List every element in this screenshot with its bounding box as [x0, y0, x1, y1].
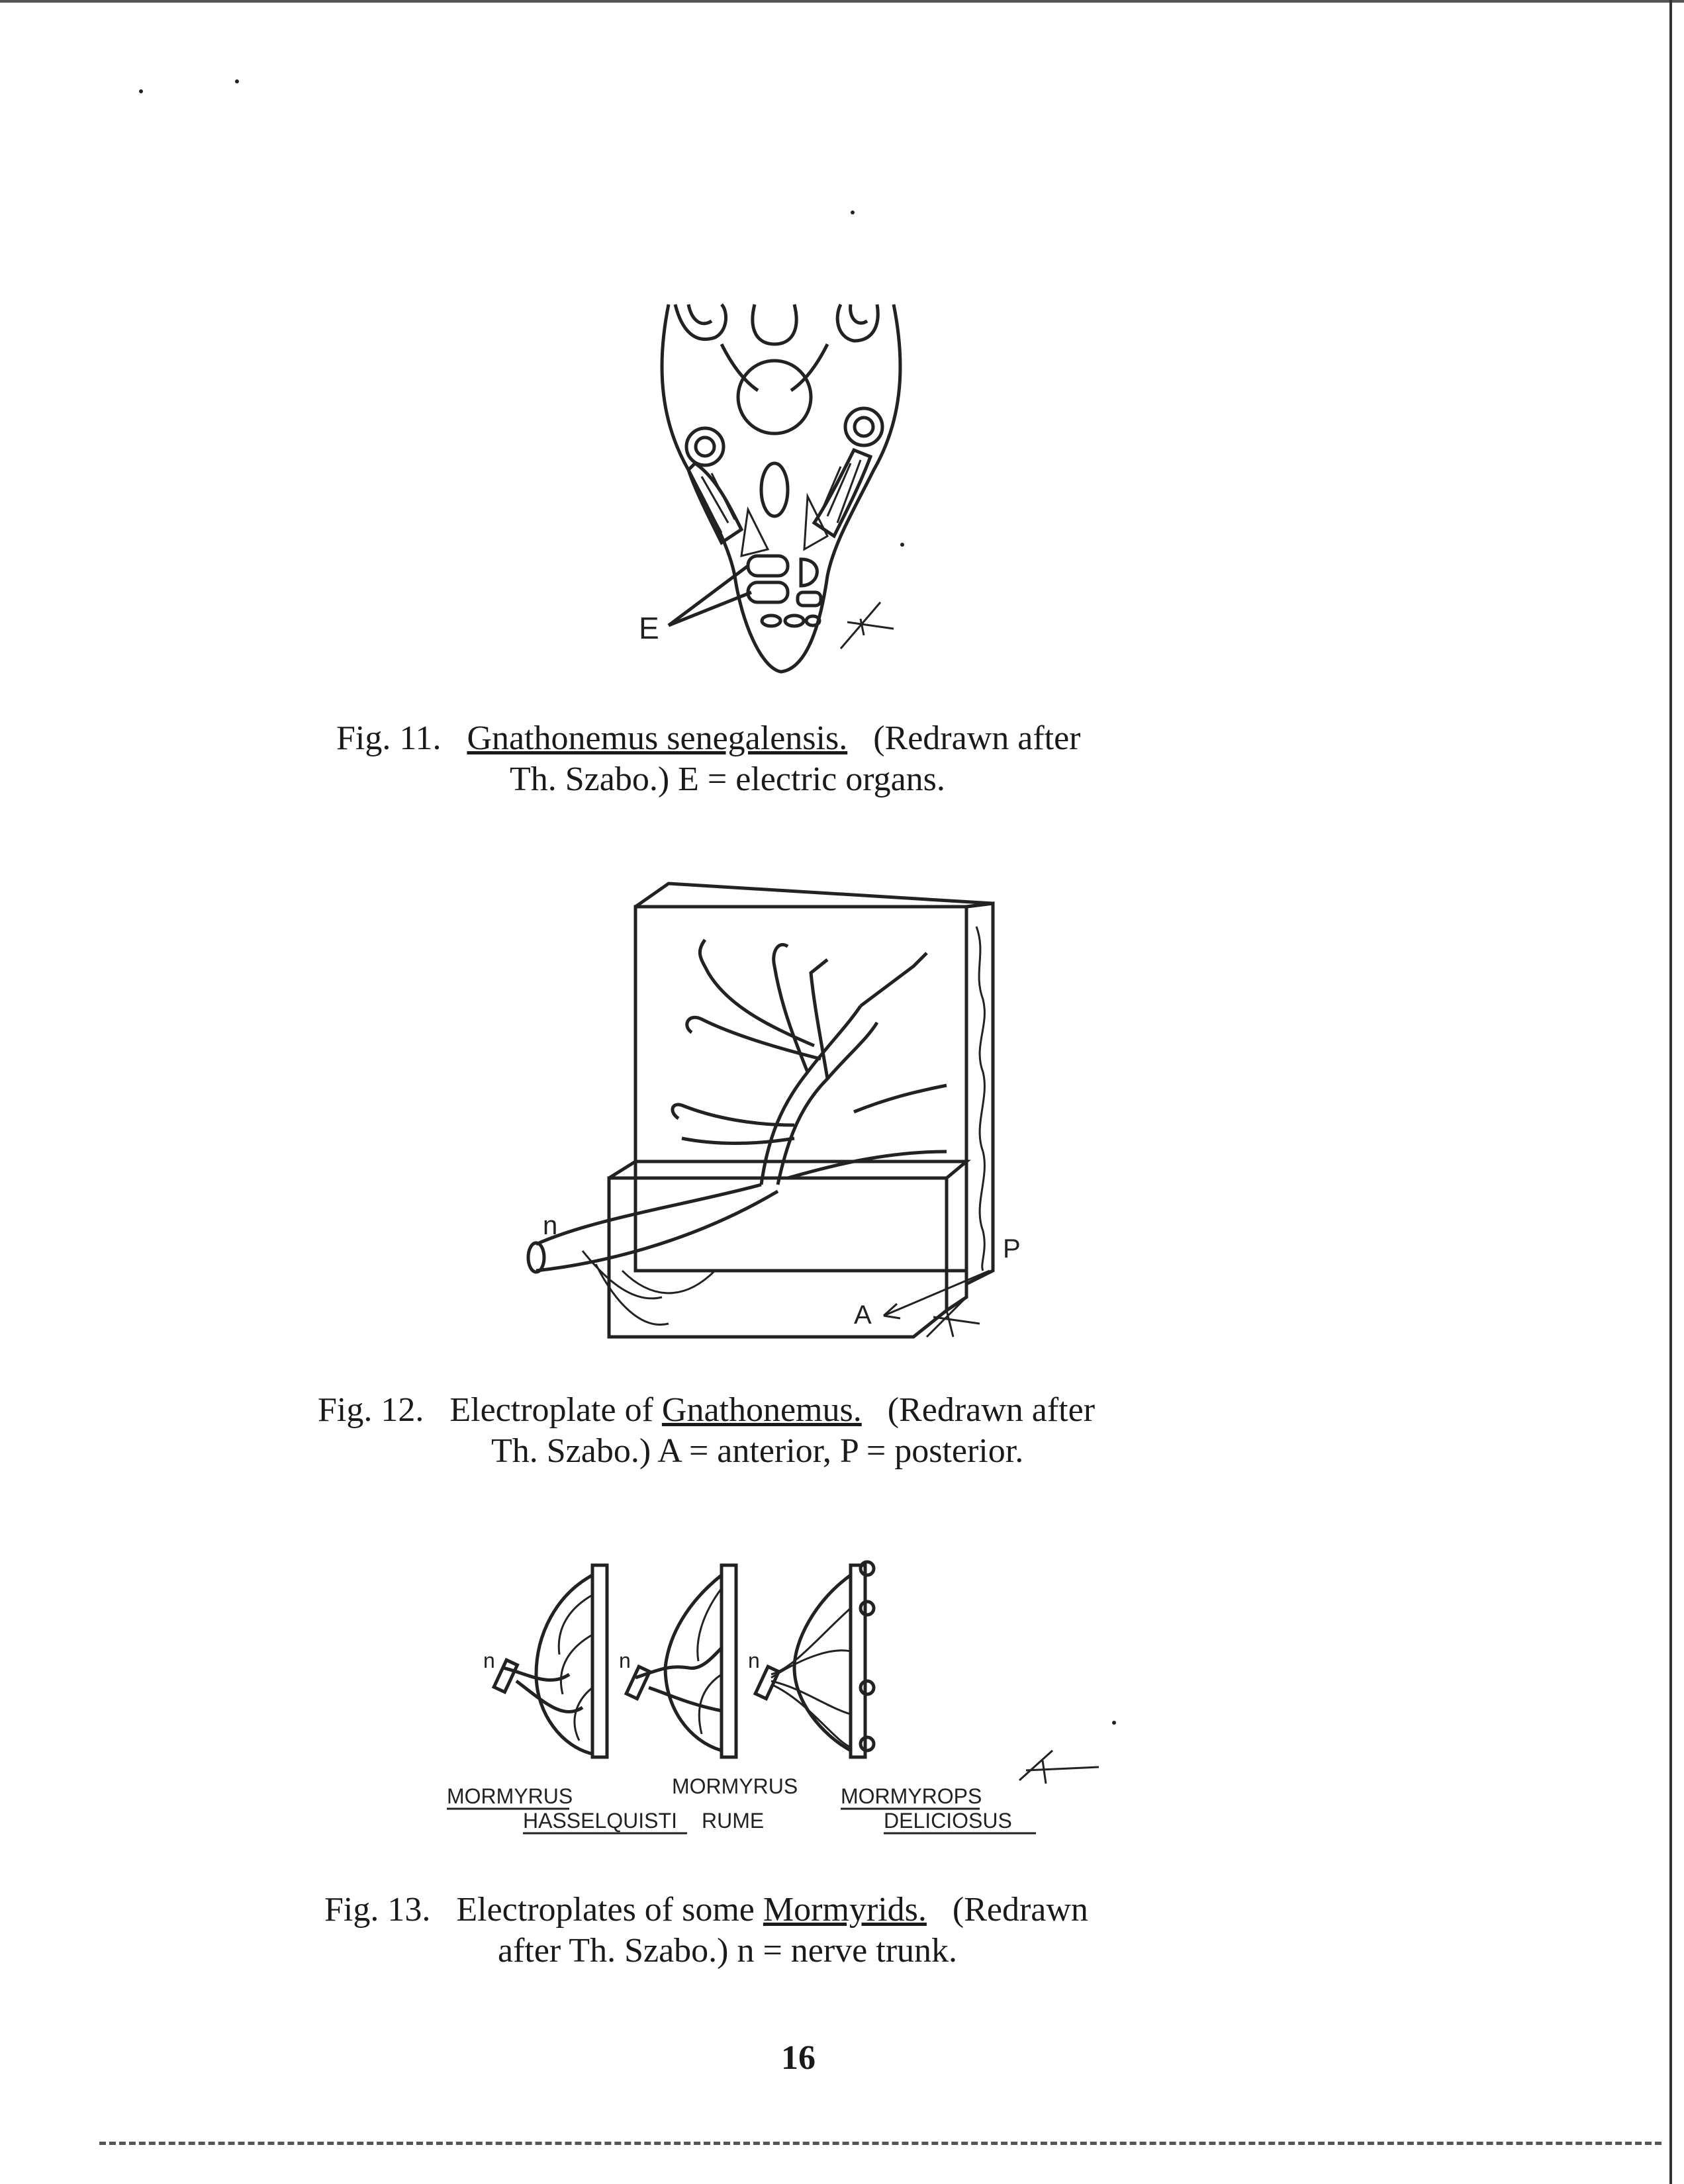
label-a: A	[854, 1300, 872, 1330]
species-label-deliciosus: DELICIOSUS	[884, 1809, 1012, 1833]
species-label-rume: RUME	[702, 1809, 765, 1833]
right-border-line	[1669, 0, 1672, 2184]
figure-13-label: Fig. 13.	[324, 1891, 431, 1929]
figure-11-caption	[336, 718, 1081, 800]
figure-13-text-start: Electroplates of some	[456, 1891, 755, 1929]
page-number: 16	[781, 2039, 816, 2077]
scan-speck	[851, 210, 855, 214]
species-label-mormyrus-2: MORMYRUS	[672, 1774, 798, 1798]
figure-13-caption-line2: after Th. Szabo.) n = nerve trunk.	[498, 1932, 958, 1970]
figure-12-caption-line2: Th. Szabo.) A = anterior, P = posterior.	[491, 1432, 1024, 1470]
top-border-line	[0, 0, 1684, 3]
label-n: n	[543, 1211, 558, 1240]
figure-13-caption	[324, 1889, 1088, 1972]
bottom-border-line	[99, 2142, 1661, 2145]
scan-speck	[900, 543, 904, 547]
species-label-mormyrops: MORMYROPS	[841, 1784, 982, 1808]
figure-11-caption-line2: Th. Szabo.) E = electric organs.	[510, 760, 945, 798]
scan-speck	[1112, 1721, 1116, 1725]
label-n-3: n	[748, 1649, 760, 1672]
species-label-hasselquisti: HASSELQUISTI	[523, 1809, 677, 1833]
label-n-1: n	[483, 1649, 495, 1672]
figure-12-label: Fig. 12.	[318, 1391, 424, 1429]
figure-12-text-start: Electroplate of	[449, 1391, 653, 1429]
figure-11-drawing	[616, 291, 933, 682]
figure-13-credit-start: (Redrawn	[952, 1891, 1088, 1929]
figure-13-drawing	[437, 1555, 1132, 1853]
figure-11-credit-start: (Redrawn after	[873, 719, 1081, 757]
label-p: P	[1003, 1234, 1021, 1263]
figure-11-label: Fig. 11.	[336, 719, 442, 757]
figure-13-group: Mormyrids.	[763, 1891, 927, 1929]
scan-speck	[139, 89, 143, 93]
species-label-mormyrus-1: MORMYRUS	[447, 1784, 573, 1808]
label-e: E	[639, 611, 659, 645]
scan-speck	[235, 79, 239, 83]
figure-12-credit-start: (Redrawn after	[887, 1391, 1096, 1429]
figure-12-caption	[318, 1390, 1095, 1472]
eye-circle	[738, 361, 811, 433]
figure-12-drawing	[516, 874, 1046, 1357]
figure-11-species: Gnathonemus senegalensis.	[467, 719, 848, 757]
figure-12-genus: Gnathonemus.	[661, 1391, 862, 1429]
label-n-2: n	[619, 1649, 631, 1672]
